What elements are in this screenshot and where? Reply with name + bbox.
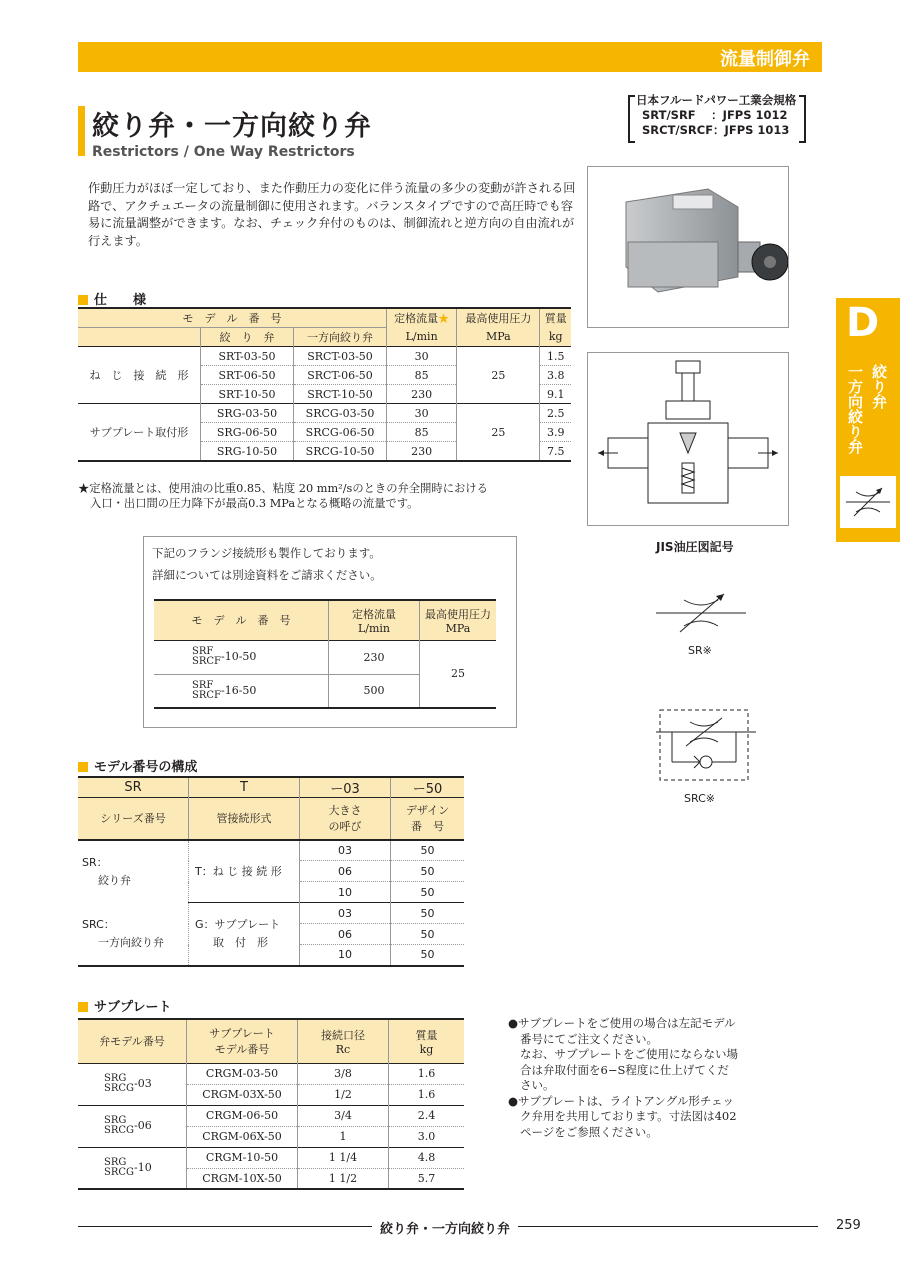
- model-src-desc: 一方向絞り弁: [98, 935, 164, 949]
- sub-cell: 1: [298, 1126, 389, 1147]
- model-size: 03: [300, 840, 391, 861]
- subplate-table: [78, 1018, 464, 1190]
- model-src: SRC：: [82, 917, 115, 931]
- spec-cell: SRT-03-50: [201, 347, 294, 366]
- flange-r1b: SRCF: [192, 656, 221, 667]
- spec-cell: 7.5: [540, 442, 571, 462]
- flange-box: [143, 536, 517, 728]
- model-desc-3b: の呼び: [328, 820, 362, 834]
- sub-cell: 4.8: [389, 1147, 465, 1168]
- sub-cell: 1 1/2: [298, 1168, 389, 1189]
- flange-r2suf: -16-50: [220, 683, 257, 697]
- cross-section-figure: [587, 352, 789, 526]
- sub-cell: 3.0: [389, 1126, 465, 1147]
- flange-line2: 詳細については別途資料をご請求ください。: [152, 568, 382, 582]
- flange-h-flow: 定格流量: [352, 607, 396, 621]
- model-code-3: ー03: [300, 777, 391, 798]
- model-desc-4b: 番 号: [411, 820, 444, 834]
- category-band: [78, 42, 822, 72]
- model-design: 50: [391, 882, 465, 903]
- spec-h-oneway: 一方向絞り弁: [294, 328, 387, 347]
- sub-group-suffix: -06: [134, 1119, 152, 1132]
- flange-press: 25: [420, 640, 497, 708]
- src-symbol-icon: [656, 706, 756, 787]
- sub-cell: 1 1/4: [298, 1147, 389, 1168]
- sub-cell: 2.4: [389, 1105, 465, 1126]
- model-code-1: SR: [78, 777, 189, 798]
- sub-note-2a: ●サブプレートは、ライトアングル形チェッ: [508, 1093, 735, 1108]
- model-size: 10: [300, 945, 391, 966]
- sub-group-a: SRG: [104, 1073, 127, 1084]
- spec-h-restrict: 絞 り 弁: [201, 328, 294, 347]
- spec-cell: 230: [387, 442, 457, 462]
- sub-cell: CRGM-10-50: [187, 1147, 298, 1168]
- spec-cell: 2.5: [540, 404, 571, 423]
- sub-h3a: 接続口径: [321, 1028, 365, 1042]
- spec-cell: 1.5: [540, 347, 571, 366]
- sub-group-b: SRCG: [104, 1125, 135, 1136]
- model-design: 50: [391, 924, 465, 945]
- restrictor-symbol-icon: [840, 476, 896, 528]
- model-g1: G：サブプレート: [195, 917, 281, 931]
- model-code-4: ー50: [391, 777, 465, 798]
- model-heading: モデル番号の構成: [78, 756, 197, 775]
- flange-r1suf: -10-50: [220, 650, 257, 663]
- spec-h-mass-unit: kg: [540, 328, 571, 347]
- sub-group-suffix: -03: [134, 1077, 152, 1090]
- model-size: 10: [300, 882, 391, 903]
- sub-h4b: kg: [419, 1042, 434, 1056]
- spec-h-mass: 質量: [540, 308, 571, 328]
- spec-cell: SRCT-06-50: [294, 366, 387, 385]
- model-code-2: T: [189, 777, 300, 798]
- flange-r2b: SRCF: [192, 689, 221, 701]
- sub-group-a: SRG: [104, 1156, 127, 1168]
- model-size: 06: [300, 861, 391, 882]
- spec-cell: 30: [387, 404, 457, 423]
- sub-cell: 1/2: [298, 1084, 389, 1105]
- spec-note-2: 入口・出口間の圧力降下が最高0.3 MPaとなる概略の流量です。: [90, 497, 419, 510]
- sub-note-1a: ●サブプレートをご使用の場合は左記モデル: [508, 1016, 736, 1030]
- section-letter: D: [846, 300, 880, 346]
- page-number: 259: [836, 1218, 861, 1233]
- footer-title: 絞り弁・一方向絞り弁: [372, 1218, 518, 1237]
- sub-cell: CRGM-06X-50: [187, 1126, 298, 1147]
- sub-cell: 3/4: [298, 1105, 389, 1126]
- sr-label: SR※: [688, 644, 712, 657]
- spec-cell: 3.9: [540, 423, 571, 442]
- spec-h-press: 最高使用圧力: [457, 308, 540, 328]
- spec-h-press-unit: MPa: [457, 328, 540, 347]
- model-g2: 取 付 形: [213, 935, 268, 949]
- spec-note: [78, 481, 488, 511]
- spec-cell: SRT-10-50: [201, 385, 294, 404]
- subplate-heading: サブプレート: [78, 996, 171, 1015]
- model-desc-1: シリーズ番号: [78, 798, 189, 840]
- page-subtitle: Restrictors / One Way Restrictors: [92, 144, 355, 160]
- spec-cell: SRG-10-50: [201, 442, 294, 462]
- flange-r2a: SRF: [192, 679, 214, 691]
- standard-line1: SRT/SRF ：JFPS 1012: [642, 108, 788, 122]
- spec-cell: 9.1: [540, 385, 571, 404]
- model-size: 03: [300, 903, 391, 924]
- title-accent: [78, 106, 85, 156]
- spec-press-2: 25: [457, 404, 540, 462]
- spec-cell: SRCT-10-50: [294, 385, 387, 404]
- spec-cell: SRCT-03-50: [294, 347, 387, 366]
- model-sr-desc: 絞り弁: [98, 873, 131, 887]
- flange-h-flow-unit: L/min: [357, 621, 391, 635]
- flange-line1: 下記のフランジ接続形も製作しております。: [152, 546, 381, 560]
- section-tab: [836, 298, 900, 542]
- section-name-1: 絞り弁: [870, 364, 888, 409]
- flange-h-press: 最高使用圧力: [425, 607, 491, 621]
- sub-group-a: SRG: [104, 1115, 127, 1126]
- category-label: 流量制御弁: [720, 49, 810, 70]
- sub-cell: CRGM-06-50: [187, 1105, 298, 1126]
- flange-table: [154, 599, 496, 709]
- sub-cell: CRGM-03-50: [187, 1063, 298, 1084]
- model-design: 50: [391, 861, 465, 882]
- sub-cell: 5.7: [389, 1168, 465, 1189]
- sub-cell: 3/8: [298, 1063, 389, 1084]
- flange-r2flow: 500: [329, 674, 420, 708]
- sub-note-1d: 合は弁取付面を6−S程度に仕上げてくだ: [520, 1062, 729, 1077]
- standard-heading: 日本フルードパワー工業会規格: [636, 93, 797, 107]
- sub-cell: 1.6: [389, 1063, 465, 1084]
- spec-cell: SRCG-06-50: [294, 423, 387, 442]
- spec-press-1: 25: [457, 347, 540, 404]
- page-title: 絞り弁・一方向絞り弁: [92, 111, 372, 142]
- sub-h2b: モデル番号: [214, 1043, 270, 1057]
- spec-cell: 230: [387, 385, 457, 404]
- src-label: SRC※: [684, 792, 715, 805]
- standard-box: [636, 93, 796, 138]
- spec-cell: 85: [387, 423, 457, 442]
- spec-h-flow-unit: L/min: [387, 328, 457, 347]
- sub-group-suffix: -10: [134, 1160, 152, 1174]
- spec-cell: 85: [387, 366, 457, 385]
- spec-table: モ デ ル 番 号 定格流量★ 最高使用圧力 質量 絞 り 弁 一方向絞り弁 L/min MPa kg ね じ 接 続 形 SRT-03-50 SRCT-03-50 30 25 1.5 SRT-06-50 SRCT-06-50 85 3.8 SRT-10-50 SRCT-10-50 230 9.1 サブプレート取付形 SRG-03-50 SRCG-03-50 30 25 2.5 SRG-06-50 SRCG-06-50 85 3.9 SRG-10-50 SRCG-10-50 230 7.5: [78, 307, 571, 462]
- sub-note-2b: ク弁用を共用しております。寸法図は402: [520, 1109, 737, 1123]
- sub-note-1b: 番号にてご注文ください。: [520, 1031, 658, 1046]
- spec-heading: 仕 様: [78, 289, 146, 308]
- spec-h-flow: 定格流量: [394, 312, 439, 326]
- model-size: 06: [300, 924, 391, 945]
- product-photo: [587, 166, 789, 328]
- sub-group-b: SRCG: [104, 1083, 135, 1094]
- model-desc-4a: デザイン: [405, 804, 450, 818]
- jis-symbol-title: JIS油圧図記号: [656, 540, 734, 554]
- sub-cell: 1.6: [389, 1084, 465, 1105]
- sub-group-b: SRCG: [104, 1166, 135, 1178]
- spec-cell: SRCG-03-50: [294, 404, 387, 423]
- spec-cell: 30: [387, 347, 457, 366]
- section-name-2: 一方向絞り弁: [846, 364, 864, 454]
- flange-r1flow: 230: [329, 640, 420, 674]
- spec-cell: 3.8: [540, 366, 571, 385]
- standard-line2: SRCT/SRCF：JFPS 1013: [642, 123, 790, 137]
- model-desc-2: 管接続形式: [189, 798, 300, 840]
- sub-h4a: 質量: [415, 1028, 438, 1042]
- sub-cell: CRGM-10X-50: [187, 1168, 298, 1189]
- spec-note-1: ★定格流量とは、使用油の比重0.85、粘度 20 mm²/sのときの弁全開時における: [78, 482, 488, 495]
- model-sr: SR：: [82, 855, 108, 869]
- sub-h3b: Rc: [335, 1042, 351, 1056]
- intro-text: 作動圧力がほぼ一定しており、また作動圧力の変化に伴う流量の多少の変動が許される回路で、アクチュエータの流量制御に使用されます。バランスタイプですので高圧時でも容易に流量調整ができます。なお、チェック弁付のものは、制御流れと逆方向の自由流れが行えます。: [88, 181, 576, 248]
- model-desc-3a: 大きさ: [328, 804, 362, 818]
- model-table: [78, 776, 464, 967]
- model-design: 50: [391, 945, 465, 966]
- sr-symbol-icon: [656, 588, 746, 641]
- spec-group-2: サブプレート取付形: [89, 426, 189, 439]
- model-t: T：ね じ 接 続 形: [189, 840, 300, 903]
- spec-cell: SRG-06-50: [201, 423, 294, 442]
- sub-note-1e: さい。: [520, 1078, 555, 1092]
- model-design: 50: [391, 903, 465, 924]
- sub-cell: CRGM-03X-50: [187, 1084, 298, 1105]
- spec-cell: SRG-03-50: [201, 404, 294, 423]
- sub-h1: 弁モデル番号: [78, 1019, 187, 1063]
- sub-note-2c: ページをご参照ください。: [520, 1124, 658, 1139]
- model-design: 50: [391, 840, 465, 861]
- spec-cell: SRCG-10-50: [294, 442, 387, 462]
- flange-h-model: モ デ ル 番 号: [154, 600, 329, 640]
- spec-h-model: モ デ ル 番 号: [78, 308, 387, 328]
- sub-note-1c: なお、サブプレートをご使用にならない場: [520, 1047, 739, 1061]
- flange-r1a: SRF: [192, 646, 214, 657]
- spec-cell: SRT-06-50: [201, 366, 294, 385]
- subplate-notes: [508, 1016, 758, 1140]
- sub-h2a: サブプレート: [209, 1027, 275, 1041]
- spec-group-1: ね じ 接 続 形: [89, 369, 189, 382]
- flange-h-press-unit: MPa: [445, 621, 471, 635]
